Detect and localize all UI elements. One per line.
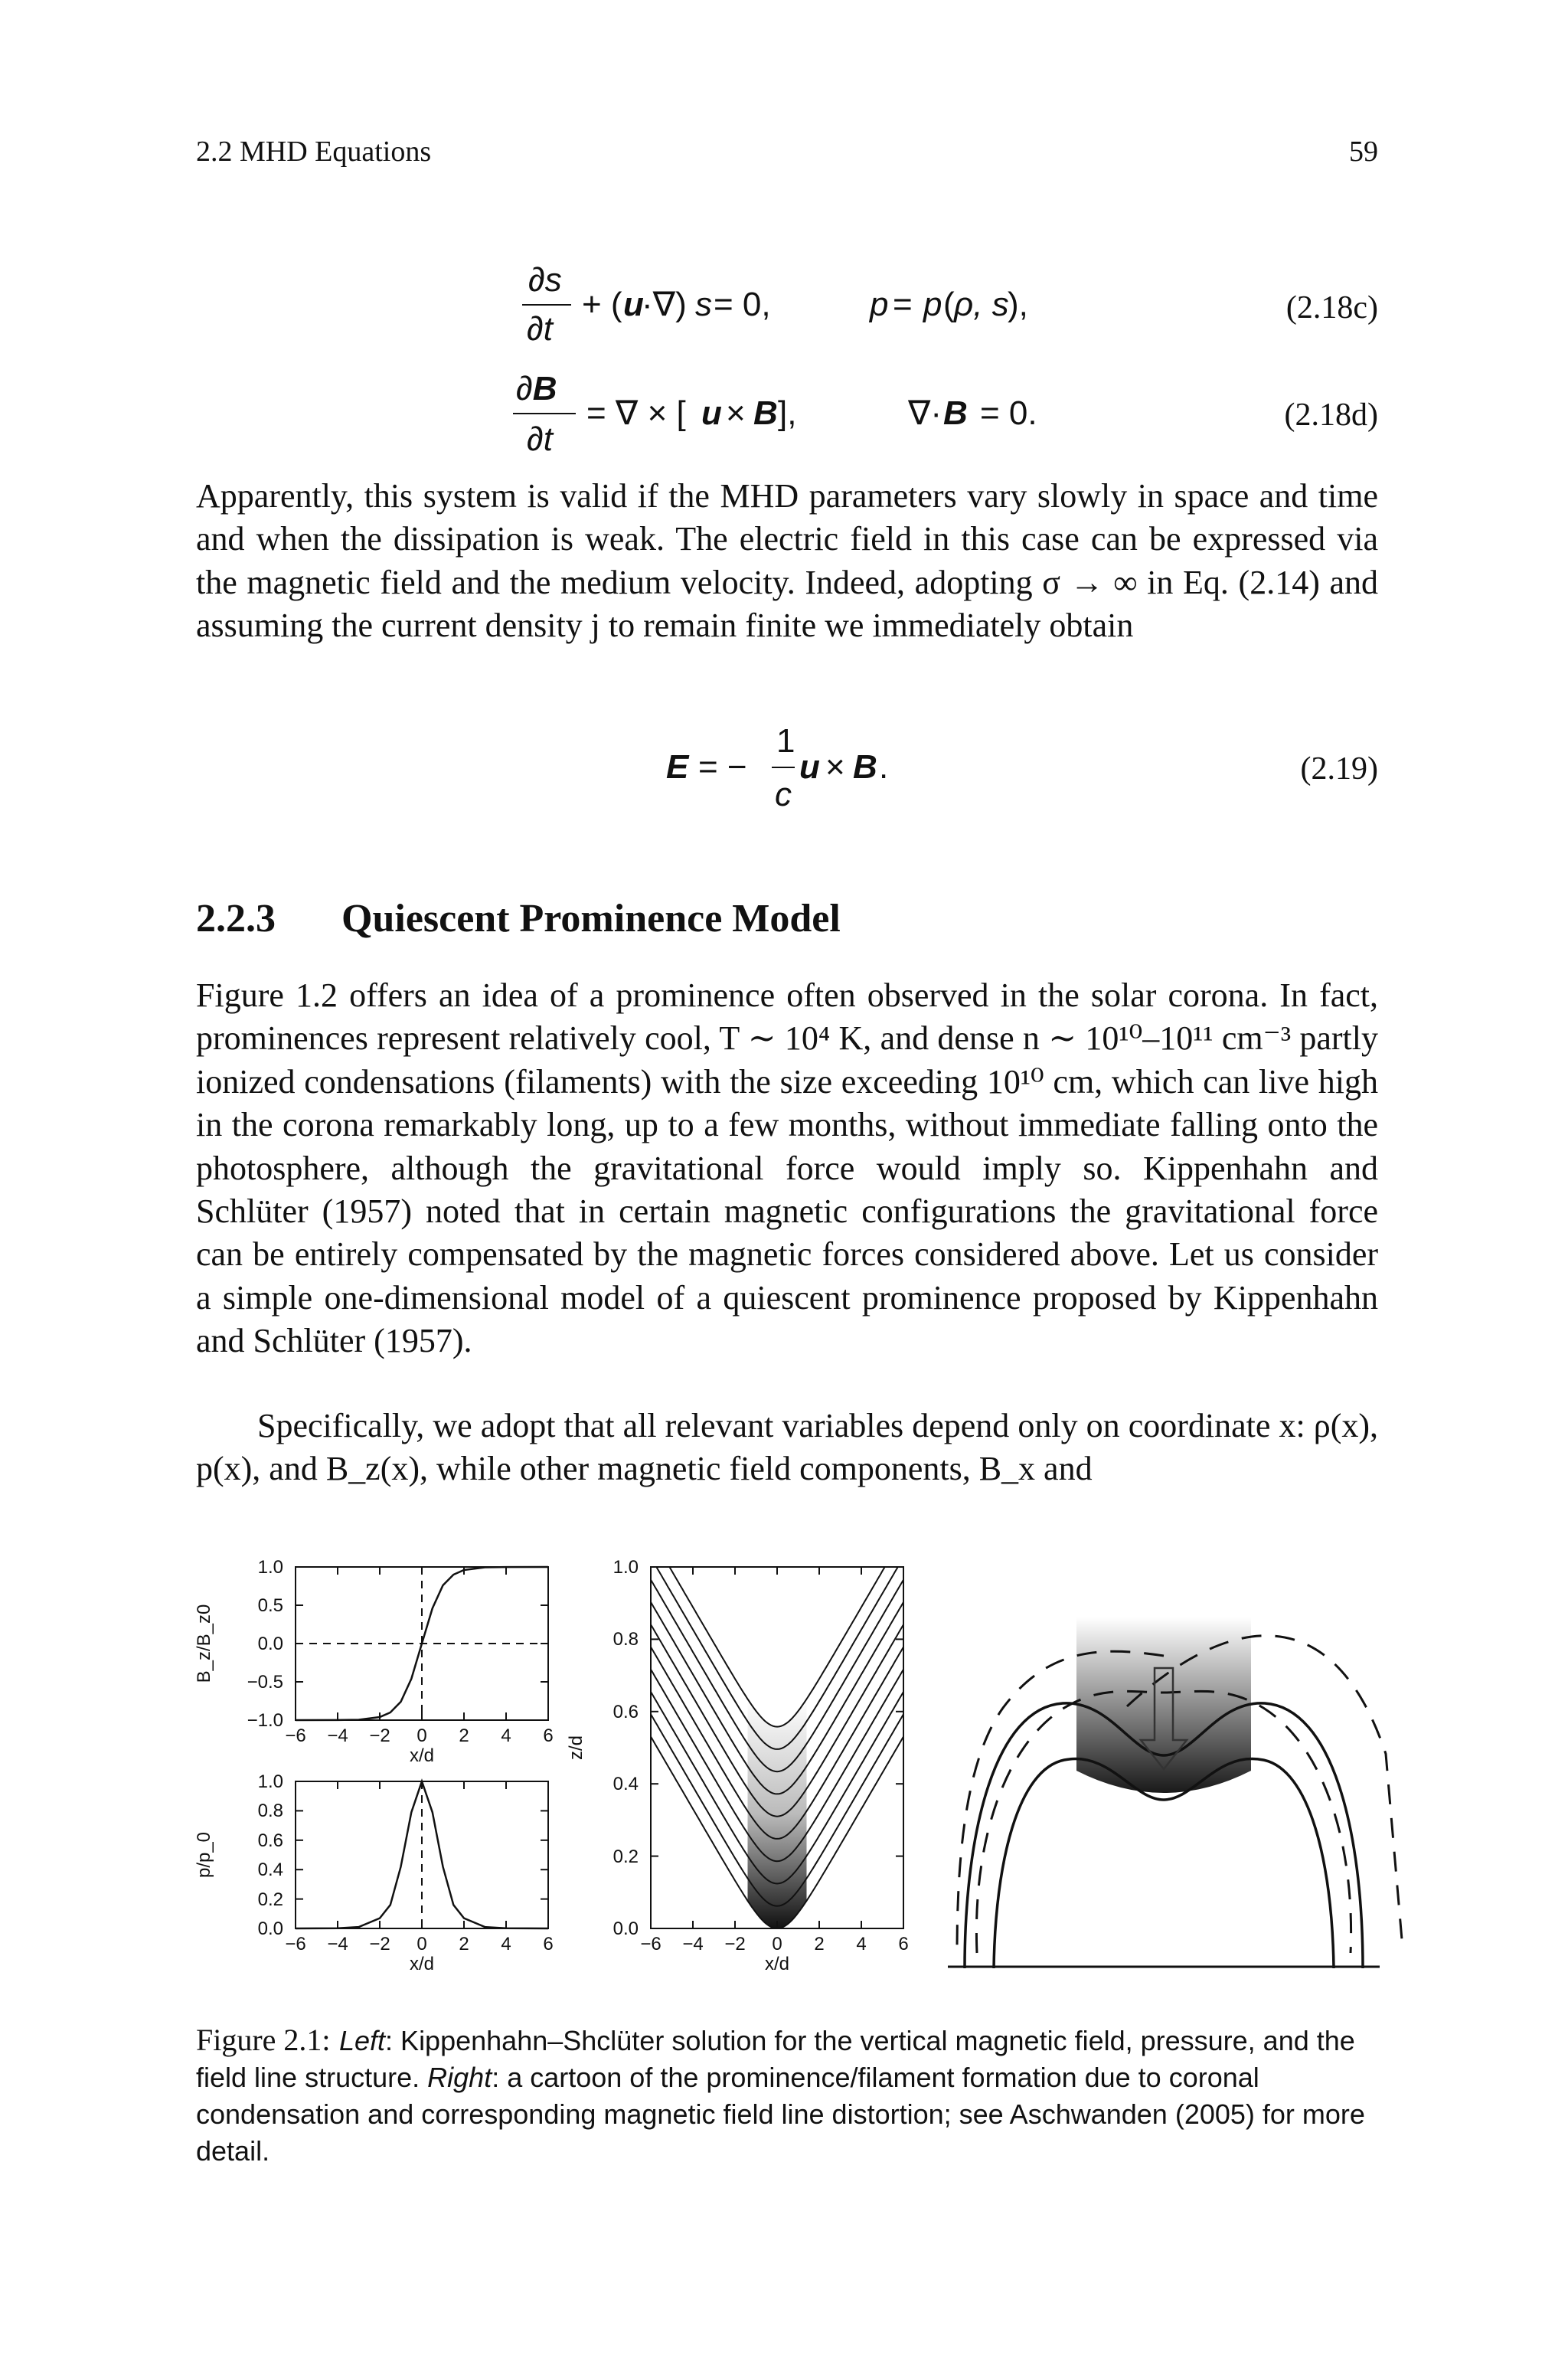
- mid-ytick-label: 0.2: [612, 1846, 639, 1867]
- mid-ytick-label: 0.8: [612, 1629, 639, 1650]
- panel-pressure: [194, 1771, 554, 1974]
- section-heading: [196, 896, 841, 941]
- bz-xtick-label: −6: [285, 1725, 306, 1746]
- paragraph-1-text: Apparently, this system is valid if the MHD parameters vary slowly in space and time and when the dissipation is weak. The electric field in this case can be expressed via the magnetic field and the medium velocity. Indeed, adopting σ → ∞ in Eq. (2.14) and assuming the current density j to remain finite we immediately obtain: [196, 477, 1378, 645]
- section-title: Quiescent Prominence Model: [341, 897, 841, 940]
- bz-xtick-label: 0: [416, 1725, 427, 1746]
- p-xtick-label: −2: [369, 1934, 390, 1954]
- svg-text:(: (: [943, 286, 955, 323]
- bz-ytick-label: 1.0: [257, 1557, 283, 1578]
- equation-number-2-18d: (2.18d): [1284, 397, 1378, 433]
- caption-text-2: : a cartoon of the prominence/filament formation due to coronal condensation and corresponding magnetic field line distortion; see Aschwanden (2005) for more detail.: [196, 2062, 1365, 2167]
- mid-ytick-label: 0.4: [612, 1774, 639, 1794]
- equation-2-18c-math: [518, 260, 1207, 352]
- mid-xtick-label: 0: [772, 1934, 782, 1954]
- p-xtick-label: −4: [327, 1934, 348, 1954]
- p-xlabel: x/d: [409, 1954, 435, 1974]
- bz-ytick-label: 0.0: [257, 1634, 283, 1654]
- bz-xtick-label: −2: [369, 1725, 390, 1746]
- caption-lead: Figure 2.1:: [196, 2023, 331, 2057]
- bz-ytick-label: 0.5: [257, 1595, 283, 1616]
- bz-xlabel: x/d: [409, 1745, 435, 1766]
- svg-text:1: 1: [776, 722, 795, 760]
- figure-caption: [196, 2022, 1378, 2170]
- paragraph-2: [196, 974, 1378, 1363]
- p-xtick-label: 6: [543, 1934, 554, 1954]
- mid-xtick-label: −2: [724, 1934, 746, 1954]
- svg-text:=: =: [893, 286, 913, 323]
- panel-bz: [194, 1557, 554, 1766]
- equation-2-19: [665, 720, 971, 819]
- section-number: 2.2.3: [196, 897, 276, 940]
- mid-xtick-label: −4: [682, 1934, 704, 1954]
- running-head: 2.2 MHD Equations: [196, 136, 432, 168]
- svg-text:),: ),: [1008, 286, 1028, 323]
- svg-text:∇·: ∇·: [908, 394, 942, 432]
- paragraph-3: [196, 1405, 1378, 1491]
- svg-text:s: s: [695, 286, 712, 323]
- paragraph-2-text: Figure 1.2 offers an idea of a prominence often observed in the solar corona. In fact, prominences represent relatively cool, T ∼ 10⁴ K, and dense n ∼ 10¹⁰–10¹¹ cm⁻³ partly ionized condensations (filaments) with the size exceeding 10¹⁰ cm, which can live high in the corona remarkably long, up to a few months, without immediate falling onto the photosphere, although the gravitational force would imply so. Kippenhahn and Schlüter (1957) noted that in certain magnetic configurations the gravitational force can be entirely compensated by the magnetic forces considered above. Let us consider a simple one-dimensional model of a quiescent prominence proposed by Kippenhahn and Schlüter (1957).: [196, 976, 1378, 1360]
- mid-xtick-label: 4: [856, 1934, 867, 1954]
- svg-text:∂t: ∂t: [527, 420, 553, 458]
- mid-xtick-label: 6: [898, 1934, 909, 1954]
- bz-ytick-label: −0.5: [247, 1672, 283, 1693]
- mid-ytick-label: 0.0: [612, 1918, 639, 1939]
- equation-2-19-math: [665, 720, 971, 819]
- p-ytick-label: 0.2: [257, 1889, 283, 1910]
- p-ylabel: p/p_0: [194, 1831, 214, 1879]
- mid-xlabel: x/d: [764, 1954, 790, 1974]
- svg-text:c: c: [775, 776, 792, 813]
- p-ytick-label: 0.0: [257, 1918, 283, 1939]
- mid-xtick-label: 2: [814, 1934, 825, 1954]
- equation-number-2-18c: (2.18c): [1285, 290, 1378, 325]
- equation-2-18d: [510, 366, 1199, 466]
- caption-left-label: Left: [339, 2025, 386, 2056]
- figure-2-1: [168, 1539, 1409, 1999]
- bz-xtick-label: 4: [501, 1725, 511, 1746]
- bz-xtick-label: 2: [459, 1725, 469, 1746]
- bz-ytick-label: −1.0: [247, 1710, 283, 1731]
- p-ytick-label: 0.8: [257, 1801, 283, 1821]
- svg-text:B: B: [753, 394, 778, 432]
- svg-text:+ (: + (: [582, 286, 622, 323]
- equation-2-18c: [518, 260, 1207, 352]
- svg-text:u: u: [701, 394, 722, 432]
- p-xtick-label: 4: [501, 1934, 511, 1954]
- svg-text:B: B: [943, 394, 968, 432]
- svg-text:= −: = −: [698, 748, 747, 786]
- mid-xtick-label: −6: [640, 1934, 662, 1954]
- svg-text:E: E: [666, 748, 689, 786]
- bz-xtick-label: −4: [327, 1725, 348, 1746]
- svg-text:u: u: [623, 286, 644, 323]
- svg-text:= 0,: = 0,: [714, 286, 771, 323]
- svg-text:],: ],: [778, 394, 797, 432]
- p-xtick-label: 2: [459, 1934, 469, 1954]
- p-ytick-label: 1.0: [257, 1771, 283, 1792]
- mid-ylabel: z/d: [566, 1735, 586, 1761]
- paragraph-1: [196, 475, 1378, 648]
- bz-ylabel: B_z/B_z0: [194, 1604, 214, 1683]
- svg-text:∂s: ∂s: [528, 261, 562, 299]
- mid-ytick-label: 1.0: [612, 1557, 639, 1578]
- svg-text:ρ, s: ρ, s: [954, 286, 1009, 323]
- p-xtick-label: −6: [285, 1934, 306, 1954]
- panel-cartoon: [948, 1617, 1403, 1968]
- bz-xtick-label: 6: [543, 1725, 554, 1746]
- page-number: 59: [1349, 136, 1378, 168]
- caption-text-1: : Kippenhahn–Shclüter solution for the vertical magnetic field, pressure, and the field line structure.: [196, 2025, 1355, 2093]
- equation-2-18d-math: [510, 366, 1199, 466]
- svg-text:×: ×: [726, 394, 746, 432]
- paragraph-3-text: Specifically, we adopt that all relevant variables depend only on coordinate x: ρ(x), p(x), and B_z(x), while other magnetic field components, B_x and: [196, 1407, 1378, 1488]
- equation-number-2-19: (2.19): [1300, 751, 1378, 787]
- svg-text:.: .: [879, 748, 889, 786]
- caption-right-label: Right: [427, 2062, 492, 2093]
- p-ytick-label: 0.4: [257, 1860, 283, 1880]
- panel-field-lines: [566, 1539, 909, 1974]
- p-xtick-label: 0: [416, 1934, 427, 1954]
- svg-text:·∇): ·∇): [642, 286, 687, 323]
- svg-text:= ∇ × [: = ∇ × [: [586, 394, 686, 432]
- field-line: [651, 1557, 903, 1748]
- svg-text:∂t: ∂t: [527, 310, 553, 348]
- svg-text:B: B: [853, 748, 877, 786]
- svg-text:u: u: [799, 748, 820, 786]
- svg-text:= 0.: = 0.: [980, 394, 1037, 432]
- svg-text:×: ×: [825, 748, 845, 786]
- mid-ytick-label: 0.6: [612, 1702, 639, 1722]
- svg-text:p: p: [923, 286, 942, 323]
- svg-text:∂B: ∂B: [516, 370, 557, 407]
- svg-text:p: p: [870, 286, 889, 323]
- p-ytick-label: 0.6: [257, 1830, 283, 1851]
